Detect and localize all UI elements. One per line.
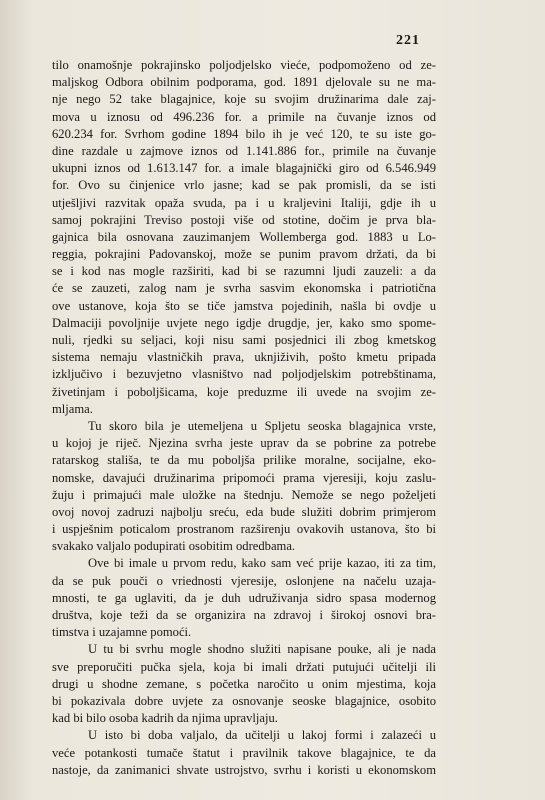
text-line: žuju i primajući male uložke na štednju. Nemože se nego poželjeti [52, 487, 436, 502]
text-line: se i kod nas mogle razširiti, kad bi se razumni ljudi zauzeli: a da [52, 264, 436, 279]
text-line: veće potankosti tumače štatut i pravilnik takove blagajnice, te da [52, 745, 436, 760]
text-line: mljama. [52, 401, 93, 416]
text-line: ovoj novoj zadruzi najbolju sreću, eda bude služiti dobrim primjerom [52, 504, 436, 519]
text-line: nastoje, da zanimanici shvate ustrojstvo, svrhu i koristi u ekonomskom [52, 762, 436, 777]
text-line: ove ustanove, koja što se tiče jamstva pojedinih, našla bi ovdje u [52, 298, 436, 313]
text-line: timstva i uzajamne pomoći. [52, 625, 192, 640]
text-line: živetinjam i poboljšicama, koje preduzme ili uvede na svojim ze- [52, 384, 436, 399]
text-line: da se puk pouči o vriednosti vjeresije, oslonjene na načelu uzaja- [52, 573, 436, 588]
text-line: 620.234 for. Svrhom godine 1894 bilo ih je već 120, te su iste go- [52, 126, 436, 141]
text-line: kad bi bilo osoba kadrih da njima upravljaju. [52, 711, 278, 726]
text-line: bi pokazivala dobre uvjete za osnovanje seoske blagajnice, osobito [52, 693, 436, 708]
text-line: nuli, rjedki su seljaci, koji nisu sami posjednici ili zbog kmetskog [52, 333, 436, 347]
text-line: mova u iznosu od 496.236 for. a primile na čuvanje iznos od [52, 109, 436, 124]
text-line: u kojoj je riječ. Njezina svrha jeste uprav da se pobrine za potrebe [52, 436, 436, 451]
text-line: U isto bi doba valjalo, da učitelji u lakoj formi i zalazeći u [88, 728, 436, 743]
text-line: i uspješnim poticalom prostranom razširenju ovakovih ustanova, što bi [52, 522, 436, 537]
text-line: ratarskog stališa, te da mu poboljša prilike moralne, socijalne, eko- [52, 453, 436, 468]
text-line: ukupni iznos od 1.613.147 for. a imale blagajnički giro od 6.546.949 [52, 161, 436, 176]
text-line: sve preporučiti pučka sjela, koja bi imali držati putujući učitelji ili [52, 659, 436, 674]
text-line: sistema nemaju vlastničkih prava, uknjiživih, pošto kmetu pripada [52, 350, 436, 365]
text-line: društva, koje teži da se organizira na zdravoj i širokoj osnovi bra- [52, 608, 436, 622]
text-line: svakako valjalo podupirati osobitim odredbama. [52, 539, 296, 554]
text-line: nje nego 52 take blagajnice, koje su svojim družinarima dale zaj- [52, 92, 436, 107]
text-line: tilo onamošnje pokrajinsko poljodjelsko vieće, podpomoženo od ze- [52, 58, 436, 72]
text-line: maljskog Odbora obilnim podporama, god. 1891 djelovale su ne ma- [52, 75, 436, 90]
text-line: Ove bi imale u prvom redu, kako sam već prije kazao, iti za tim, [88, 556, 436, 571]
page-number: 221 [396, 33, 420, 48]
text-line: drugi u shodne zemane, s početka naročito u onim mjestima, koja [52, 676, 436, 691]
text-line: nomske, davajući družinarima pripomoći prama vjeresiji, koju zaslu- [52, 470, 436, 485]
body-text [52, 57, 436, 779]
text-line: mnosti, te ga uglaviti, da je duh udruživanja sidro spasa modernog [52, 590, 436, 605]
text-line: izključivo i bezuvjetno vlasništvo nad poljodjelskim potrebštinama, [52, 367, 436, 382]
text-line: for. Ovo su činjenice vrlo jasne; kad se pak promisli, da se isti [52, 178, 436, 193]
text-line: Tu skoro bila je utemeljena u Spljetu seoska blagajnica vrste, [88, 418, 436, 433]
text-line: će se zauzeti, zalog nam je svrha sasvim ekonomska i patriotična [52, 281, 436, 296]
text-line: Dalmaciji povoljnije uvjete nego igdje drugdje, jer, kako smo spome- [52, 315, 436, 330]
text-line: reggia, pokrajini Padovanskoj, može se punim pravom držati, da bi [52, 247, 436, 262]
text-line: samoj pokrajini Treviso postoji više od stotine, dočim je prva bla- [52, 212, 436, 227]
text-line: dine razdale u zajmove iznos od 1.141.886 for., primile na čuvanje [52, 143, 436, 158]
text-line: utješljivi razvitak opaža svuda, pa i u kraljevini Italiji, gdje ih u [52, 195, 436, 210]
text-line: gajnica bila osnovana zauzimanjem Wollemberga god. 1883 u Lo- [52, 229, 436, 244]
text-line: U tu bi svrhu mogle shodno služiti napisane pouke, ali je nada [88, 642, 436, 657]
